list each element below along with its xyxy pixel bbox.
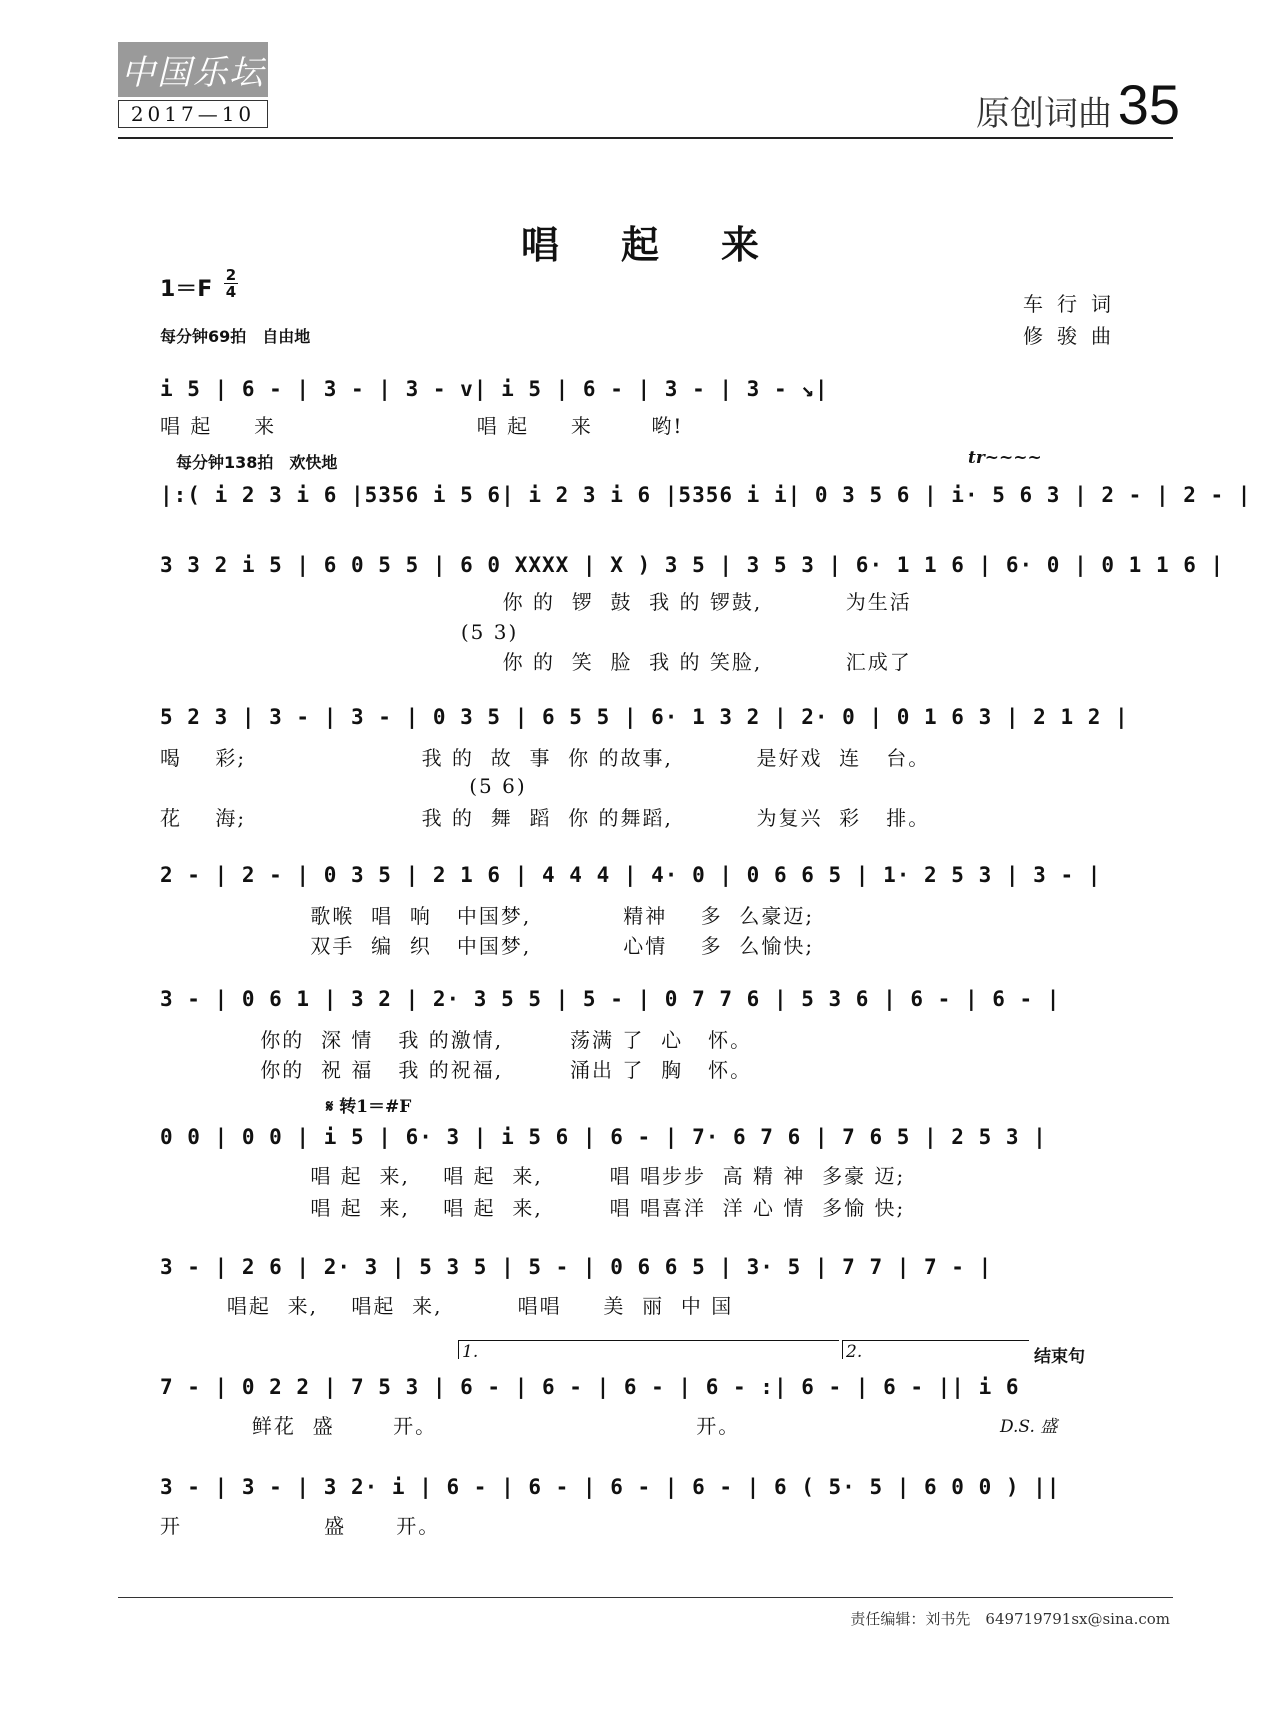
lyric-line: 你的 深 情 我 的激情, 荡满 了 心 怀。 bbox=[160, 1028, 753, 1052]
lyricist-credit: 车行词 bbox=[1023, 292, 1125, 316]
notes: 0 0 | 0 0 | i 5 | 6· 3 | i 5 6 | 6 - | 7· 6 7 6 | 7 6 5 | 2 5 3 | bbox=[160, 1125, 1047, 1149]
volta-1: 1. bbox=[462, 1342, 479, 1362]
journal-name: 中国乐坛 bbox=[121, 53, 265, 93]
time-bottom: 4 bbox=[225, 283, 237, 301]
lyric-line: 唱起 来, 唱起 来, 唱唱 美 丽 中 国 bbox=[160, 1294, 734, 1318]
lyric-line: 你 的 笑 脸 我 的 笑脸, 汇成了 bbox=[160, 650, 912, 674]
notes: 2 - | 2 - | 0 3 5 | 2 1 6 | 4 4 4 | 4· 0 | 0 6 6 5 | 1· 2 5 3 | 3 - | bbox=[160, 863, 1102, 887]
tempo-intro: 每分钟69拍 自由地 bbox=[160, 327, 311, 346]
lyric-line: 你 的 锣 鼓 我 的 锣鼓, 为生活 bbox=[160, 590, 912, 614]
notes: 3 3 2 i 5 | 6 0 5 5 | 6 0 XXXX | X ) 3 5 | 3 5 3 | 6· 1 1 6 | 6· 0 | 0 1 1 6 | bbox=[160, 553, 1225, 577]
lyric-line: 鲜花 盛 开。 开。 bbox=[160, 1414, 741, 1438]
staff-row-8 bbox=[160, 1250, 1128, 1284]
tempo-main: 每分钟138拍 欢快地 bbox=[176, 453, 338, 472]
notes: 7 - | 0 2 2 | 7 5 3 | 6 - | 6 - | 6 - | 6 - :| 6 - | 6 - || i 6 bbox=[160, 1375, 1020, 1399]
staff-row-9 bbox=[160, 1370, 1128, 1404]
volta-1-bracket bbox=[458, 1340, 839, 1359]
staff-row-2 bbox=[160, 478, 1252, 512]
notes: 5 2 3 | 3 - | 3 - | 0 3 5 | 6 5 5 | 6· 1 3 2 | 2· 0 | 0 1 6 3 | 2 1 2 | bbox=[160, 705, 1129, 729]
lyric-line: 喝 彩; 我 的 故 事 你 的故事, 是好戏 连 台。 bbox=[160, 746, 931, 770]
lyric-line: 你的 祝 福 我 的祝福, 涌出 了 胸 怀。 bbox=[160, 1058, 753, 1082]
lyric-line: 歌喉 唱 响 中国梦, 精神 多 么豪迈; bbox=[160, 904, 815, 928]
notes: 3 - | 2 6 | 2· 3 | 5 3 5 | 5 - | 0 6 6 5 | 3· 5 | 7 7 | 7 - | bbox=[160, 1255, 993, 1279]
header-rule bbox=[118, 137, 1173, 139]
key-signature: 1＝F bbox=[160, 277, 213, 302]
song-title: 唱起来 bbox=[520, 222, 821, 267]
section-title: 原创词曲 bbox=[976, 94, 1112, 134]
staff-row-3 bbox=[160, 548, 1225, 582]
notes: 3 - | 3 - | 3 2· i | 6 - | 6 - | 6 - | 6 - | 6 ( 5· 5 | 6 0 0 ) || bbox=[160, 1475, 1061, 1499]
staff-row-6 bbox=[160, 982, 1128, 1016]
volta-2: 2. bbox=[846, 1342, 863, 1362]
staff-row-1 bbox=[160, 372, 1128, 406]
composer-credit: 修骏曲 bbox=[1023, 324, 1125, 348]
lyric-alt-notes: (5 3) bbox=[160, 620, 519, 644]
lyric-line: 开 盛 开。 bbox=[160, 1514, 441, 1538]
trill-mark: tr~~~~ bbox=[968, 448, 1042, 468]
notes: i 5 | 6 - | 3 - | 3 - v| i 5 | 6 - | 3 - | 3 - ↘| bbox=[160, 377, 829, 401]
staff-row-7 bbox=[160, 1120, 1128, 1154]
issue-number: 2017—10 bbox=[118, 100, 268, 128]
ds-marking: D.S. 盛 bbox=[1000, 1417, 1058, 1437]
staff-row-4 bbox=[160, 700, 1128, 734]
staff-row-10 bbox=[160, 1470, 1128, 1504]
lyric-line: 唱 起 来 唱 起 来 哟! bbox=[160, 414, 684, 438]
ending-label: 结束句 bbox=[1034, 1347, 1085, 1367]
time-signature bbox=[224, 268, 238, 299]
page-number: 35 bbox=[1117, 73, 1180, 136]
lyric-line: 唱 起 来, 唱 起 来, 唱 唱步步 高 精 神 多豪 迈; bbox=[160, 1164, 906, 1188]
volta-2-bracket bbox=[842, 1340, 1029, 1359]
lyric-line: 花 海; 我 的 舞 蹈 你 的舞蹈, 为复兴 彩 排。 bbox=[160, 806, 931, 830]
segno-modulation: 𝄋 转1＝#F bbox=[326, 1097, 412, 1117]
lyric-line: 双手 编 织 中国梦, 心情 多 么愉快; bbox=[160, 934, 815, 958]
editor-credit: 责任编辑：刘书先 649719791sx@sina.com bbox=[850, 1610, 1170, 1628]
time-top: 2 bbox=[225, 266, 237, 284]
lyric-alt-notes: (5 6) bbox=[160, 774, 527, 798]
notes: 3 - | 0 6 1 | 3 2 | 2· 3 5 5 | 5 - | 0 7 7 6 | 5 3 6 | 6 - | 6 - | bbox=[160, 987, 1061, 1011]
staff-row-5 bbox=[160, 858, 1128, 892]
lyric-line: 唱 起 来, 唱 起 来, 唱 唱喜洋 洋 心 情 多愉 快; bbox=[160, 1196, 906, 1220]
footer-rule bbox=[118, 1597, 1173, 1598]
notes: |:( i 2 3 i 6 |5356 i 5 6| i 2 3 i 6 |5356 i i| 0 3 5 6 | i· 5 6 3 | 2 - | 2 - | bbox=[160, 483, 1252, 507]
journal-logo bbox=[118, 42, 268, 97]
